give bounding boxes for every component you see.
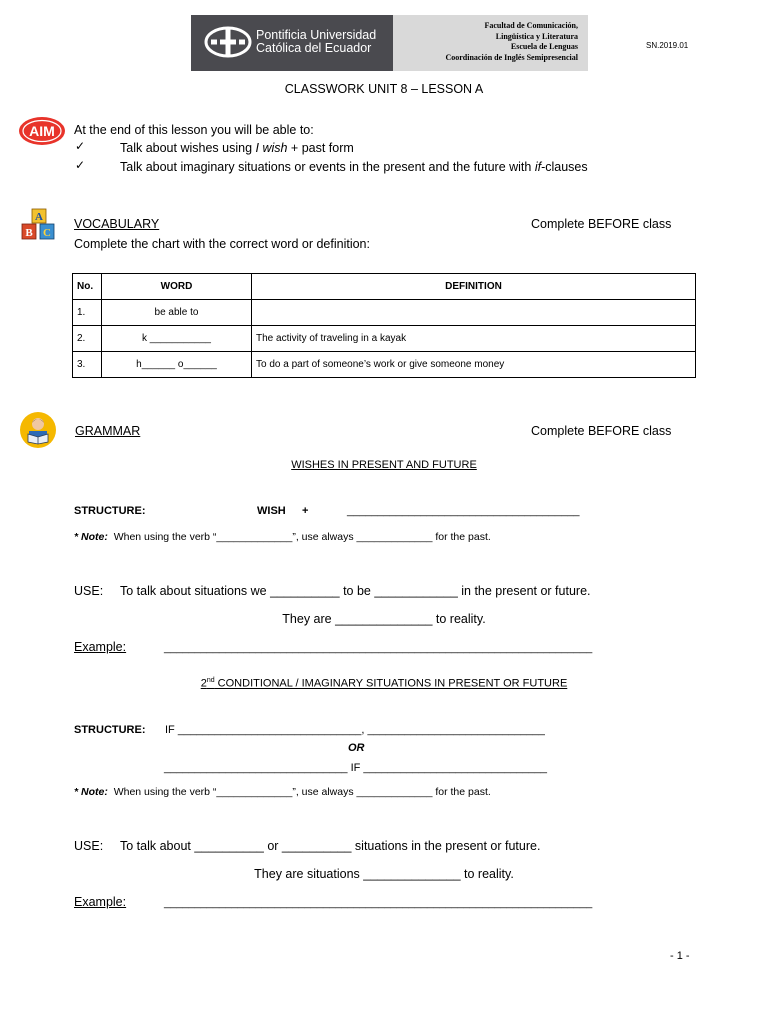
conditional-reality: They are situations ______________ to reality. bbox=[254, 867, 514, 881]
grammar-complete-note: Complete BEFORE class bbox=[531, 424, 672, 438]
conditional-structure-or: OR bbox=[348, 742, 365, 754]
aim-item-1: Talk about wishes using I wish + past form bbox=[120, 141, 354, 155]
aim-intro: At the end of this lesson you will be able to: bbox=[74, 123, 314, 137]
document-code: SN.2019.01 bbox=[646, 41, 689, 50]
wishes-structure-plus: + bbox=[302, 505, 309, 517]
row-definition[interactable] bbox=[252, 300, 696, 326]
faculty-info: Facultad de Comunicación, Lingüística y Literatura Escuela de Lenguas Coordinación de Inglés Semipresencial bbox=[445, 21, 578, 62]
column-header-definition: DEFINITION bbox=[252, 274, 696, 300]
aim-item-2: Talk about imaginary situations or events in the present and the future with if-clauses bbox=[120, 160, 588, 174]
check-icon: ✓ bbox=[75, 158, 86, 172]
row-definition: The activity of traveling in a kayak bbox=[252, 326, 696, 352]
table-row bbox=[73, 326, 696, 352]
row-number: 2. bbox=[73, 326, 102, 352]
page-number: - 1 - bbox=[670, 950, 690, 962]
check-icon: ✓ bbox=[75, 139, 86, 153]
wishes-structure-label: STRUCTURE: bbox=[74, 505, 146, 517]
conditional-section-title: 2nd CONDITIONAL / IMAGINARY SITUATIONS IN PRESENT OR FUTURE bbox=[200, 677, 568, 690]
conditional-structure-label: STRUCTURE: bbox=[74, 724, 146, 736]
wishes-reality: They are ______________ to reality. bbox=[282, 612, 486, 626]
wishes-section-title: WISHES IN PRESENT AND FUTURE bbox=[291, 459, 477, 471]
conditional-structure-line-2[interactable]: ______________________________ IF ______________________________ bbox=[164, 762, 547, 774]
svg-text:B: B bbox=[25, 227, 33, 239]
vocabulary-instruction: Complete the chart with the correct word or definition: bbox=[74, 237, 370, 251]
university-emblem-icon bbox=[203, 24, 253, 60]
row-word[interactable]: h______ o______ bbox=[102, 352, 252, 378]
row-number: 1. bbox=[73, 300, 102, 326]
conditional-note: * Note: When using the verb “_____________”, use always _____________ for the past. bbox=[74, 786, 491, 798]
svg-text:C: C bbox=[43, 227, 51, 239]
conditional-use-text: To talk about __________ or __________ situations in the present or future. bbox=[120, 839, 541, 853]
page-title: CLASSWORK UNIT 8 – LESSON A bbox=[284, 82, 484, 96]
row-definition: To do a part of someone’s work or give someone money bbox=[252, 352, 696, 378]
abc-blocks-icon bbox=[20, 208, 58, 242]
grammar-heading: GRAMMAR bbox=[75, 424, 141, 438]
wishes-use-text: To talk about situations we __________ to be ____________ in the present or future. bbox=[120, 584, 591, 598]
vocabulary-table bbox=[72, 273, 696, 378]
wishes-structure-blank[interactable]: ______________________________________ bbox=[347, 505, 580, 517]
conditional-example-blank[interactable]: ______________________________________________________________________ bbox=[164, 897, 593, 909]
conditional-example-label: Example: bbox=[74, 895, 127, 909]
aim-badge-icon bbox=[17, 115, 67, 147]
row-word: be able to bbox=[102, 300, 252, 326]
wishes-example-blank[interactable]: ______________________________________________________________________ bbox=[164, 642, 593, 654]
conditional-use-label: USE: bbox=[74, 839, 104, 853]
vocabulary-heading: VOCABULARY bbox=[74, 217, 160, 231]
table-header-row bbox=[73, 274, 696, 300]
university-name: Pontificia Universidad Católica del Ecuador bbox=[256, 28, 377, 55]
vocabulary-complete-note: Complete BEFORE class bbox=[531, 217, 672, 231]
conditional-structure-line-1[interactable]: IF ______________________________, _____________________________ bbox=[165, 724, 545, 736]
row-word[interactable]: k ___________ bbox=[102, 326, 252, 352]
column-header-word: WORD bbox=[102, 274, 252, 300]
wishes-note: * Note: When using the verb “_____________”, use always _____________ for the past. bbox=[74, 531, 491, 543]
svg-text:AIM: AIM bbox=[29, 123, 55, 139]
table-row bbox=[73, 352, 696, 378]
wishes-structure-wish: WISH bbox=[257, 505, 286, 517]
wishes-example-label: Example: bbox=[74, 640, 127, 654]
row-number: 3. bbox=[73, 352, 102, 378]
column-header-no: No. bbox=[73, 274, 102, 300]
student-reading-icon bbox=[19, 411, 57, 449]
table-row bbox=[73, 300, 696, 326]
wishes-use-label: USE: bbox=[74, 584, 104, 598]
svg-text:A: A bbox=[35, 211, 43, 223]
